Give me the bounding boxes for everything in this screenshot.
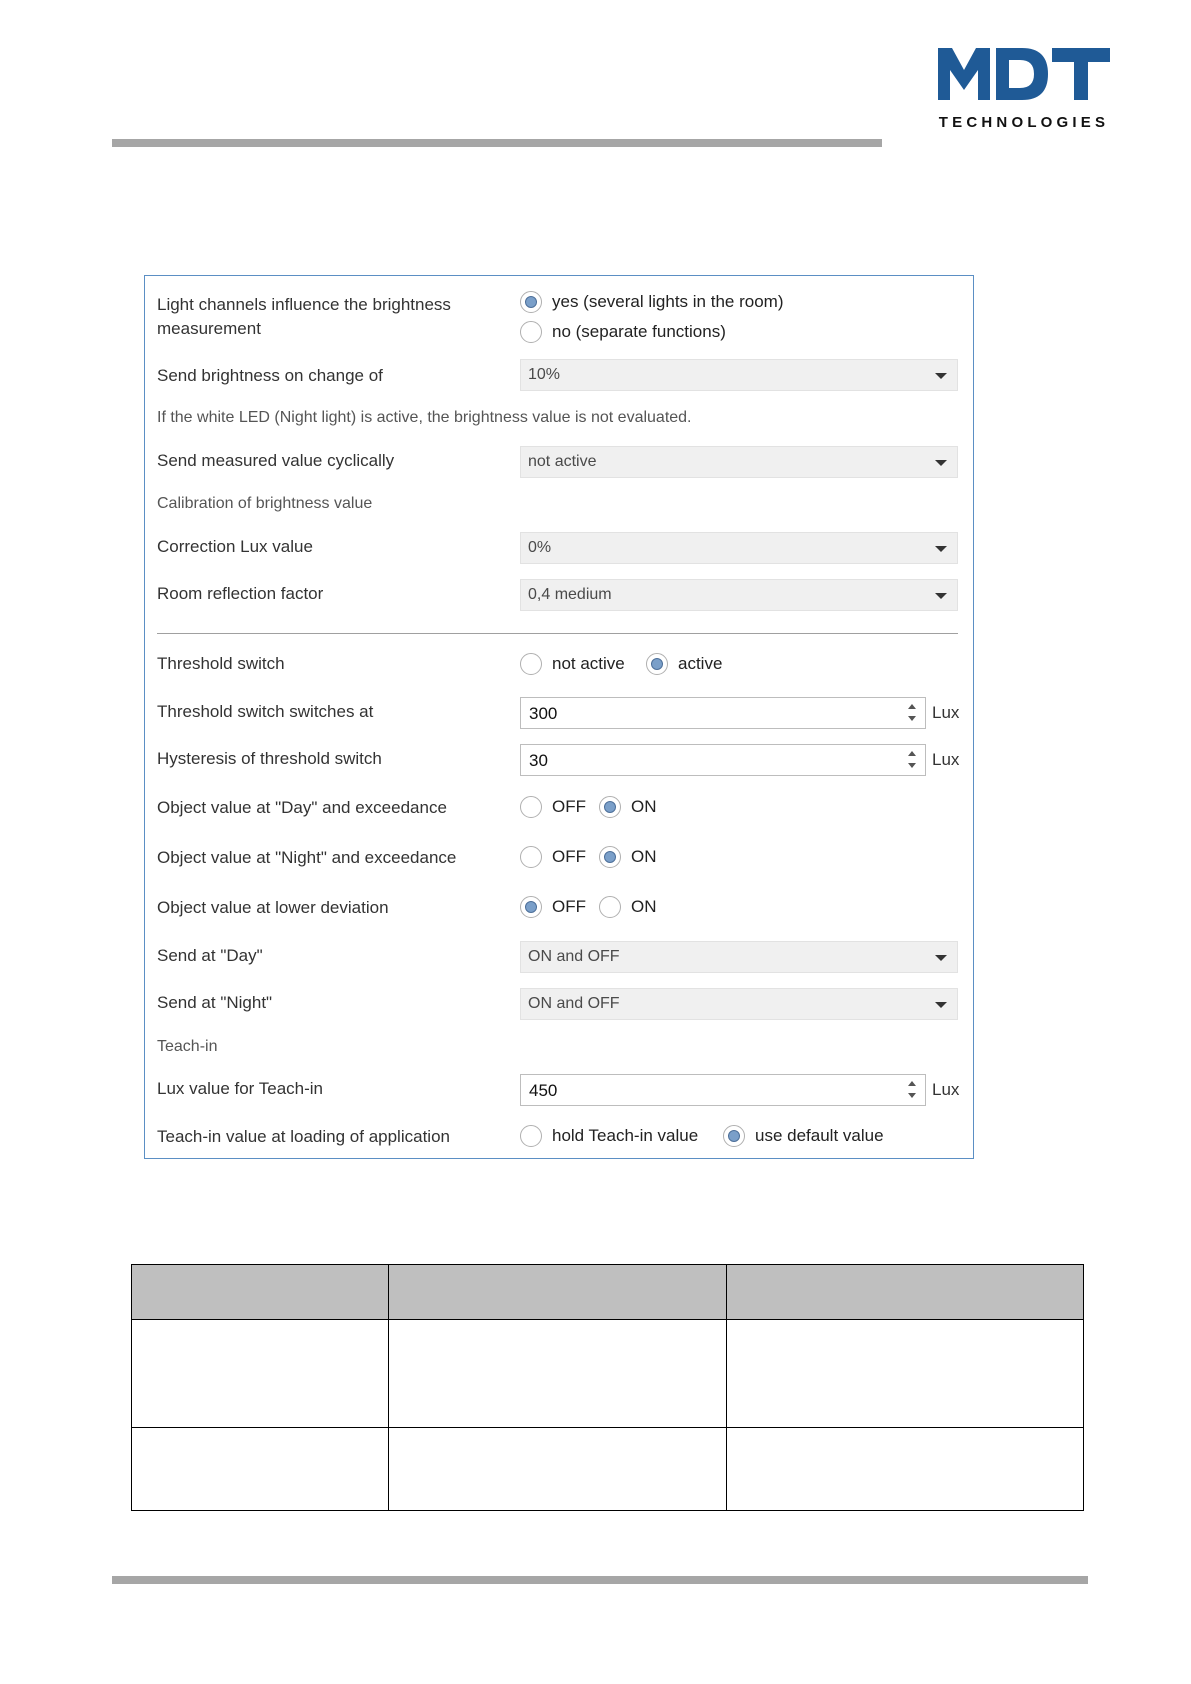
table-header-row	[132, 1265, 1084, 1320]
send-night-value: ON and OFF	[528, 995, 620, 1012]
header-rule	[112, 139, 882, 147]
lux-teachin-input[interactable]	[520, 1074, 926, 1106]
hysteresis-value: 30	[529, 751, 548, 770]
obj-day-on-label: ON	[631, 797, 657, 816]
table-row	[132, 1320, 1084, 1428]
threshold-at-value: 300	[529, 704, 558, 723]
obj-night-off-label: OFF	[552, 847, 586, 866]
obj-night-label: Object value at "Night" and exceedance	[157, 848, 457, 867]
send-day-dropdown[interactable]	[520, 941, 958, 973]
correction-lux-dropdown[interactable]	[520, 532, 958, 564]
lux-teachin-unit: Lux	[932, 1080, 960, 1099]
table-cell	[388, 1320, 727, 1428]
light-channels-yes-radio[interactable]	[520, 291, 542, 313]
table-header-cell	[727, 1265, 1084, 1320]
footer-rule	[112, 1576, 1088, 1584]
obj-day-off-radio[interactable]	[520, 796, 542, 818]
table-cell	[132, 1320, 389, 1428]
spin-down-icon[interactable]	[908, 1093, 916, 1098]
lux-teachin-value: 450	[529, 1081, 558, 1100]
threshold-not-active-label: not active	[552, 654, 625, 673]
threshold-not-active-radio[interactable]	[520, 653, 542, 675]
obj-day-label: Object value at "Day" and exceedance	[157, 798, 447, 817]
correction-lux-label: Correction Lux value	[157, 537, 313, 556]
table-header-cell	[388, 1265, 727, 1320]
spin-up-icon[interactable]	[908, 704, 916, 709]
send-cyclic-dropdown[interactable]	[520, 446, 958, 478]
logo-subtitle: TECHNOLOGIES	[938, 114, 1110, 131]
hysteresis-unit: Lux	[932, 750, 960, 769]
table-cell	[132, 1428, 389, 1511]
obj-lower-on-radio[interactable]	[599, 896, 621, 918]
teachin-default-label: use default value	[755, 1126, 884, 1145]
table-cell	[388, 1428, 727, 1511]
spin-down-icon[interactable]	[908, 763, 916, 768]
send-brightness-label: Send brightness on change of	[157, 366, 383, 385]
correction-lux-value: 0%	[528, 539, 552, 556]
send-day-value: ON and OFF	[528, 948, 620, 965]
mdt-logo-icon	[938, 46, 1110, 102]
threshold-active-radio[interactable]	[646, 653, 668, 675]
calibration-heading: Calibration of brightness value	[157, 495, 373, 512]
threshold-switch-label: Threshold switch	[157, 654, 285, 673]
chevron-down-icon	[935, 593, 947, 599]
obj-lower-off-radio[interactable]	[520, 896, 542, 918]
hysteresis-label: Hysteresis of threshold switch	[157, 749, 382, 768]
send-night-label: Send at "Night"	[157, 993, 273, 1012]
light-channels-label: Light channels influence the brightness measurement	[157, 295, 451, 338]
obj-day-off-label: OFF	[552, 797, 586, 816]
teachin-hold-radio[interactable]	[520, 1125, 542, 1147]
obj-day-on-radio[interactable]	[599, 796, 621, 818]
settings-panel	[144, 275, 974, 1159]
send-night-dropdown[interactable]	[520, 988, 958, 1020]
teachin-default-radio[interactable]	[723, 1125, 745, 1147]
send-cyclic-value: not active	[528, 453, 597, 470]
spin-down-icon[interactable]	[908, 716, 916, 721]
teachin-hold-label: hold Teach-in value	[552, 1126, 699, 1145]
obj-night-off-radio[interactable]	[520, 846, 542, 868]
send-brightness-dropdown[interactable]	[520, 359, 958, 391]
table-cell	[727, 1428, 1084, 1511]
threshold-at-input[interactable]	[520, 697, 926, 729]
room-reflection-label: Room reflection factor	[157, 584, 324, 603]
room-reflection-dropdown[interactable]	[520, 579, 958, 611]
spin-up-icon[interactable]	[908, 1081, 916, 1086]
teachin-loading-label: Teach-in value at loading of application	[157, 1127, 450, 1146]
light-channels-no-radio[interactable]	[520, 321, 542, 343]
threshold-active-label: active	[678, 654, 723, 673]
mdt-logo	[938, 46, 1110, 136]
send-day-label: Send at "Day"	[157, 946, 263, 965]
chevron-down-icon	[935, 1002, 947, 1008]
white-led-info: If the white LED (Night light) is active, the brightness value is not evaluated.	[157, 409, 692, 426]
chevron-down-icon	[935, 546, 947, 552]
chevron-down-icon	[935, 460, 947, 466]
room-reflection-value: 0,4 medium	[528, 586, 612, 603]
teachin-heading: Teach-in	[157, 1038, 218, 1055]
obj-lower-off-label: OFF	[552, 897, 586, 916]
table-cell	[727, 1320, 1084, 1428]
lux-teachin-label: Lux value for Teach-in	[157, 1079, 324, 1098]
chevron-down-icon	[935, 373, 947, 379]
threshold-at-unit: Lux	[932, 703, 960, 722]
obj-lower-label: Object value at lower deviation	[157, 898, 389, 917]
light-channels-yes-label: yes (several lights in the room)	[552, 292, 784, 311]
obj-night-on-radio[interactable]	[599, 846, 621, 868]
obj-lower-on-label: ON	[631, 897, 657, 916]
spin-up-icon[interactable]	[908, 751, 916, 756]
hysteresis-input[interactable]	[520, 744, 926, 776]
table-header-cell	[132, 1265, 389, 1320]
chevron-down-icon	[935, 955, 947, 961]
section-divider	[157, 633, 958, 634]
table-row	[132, 1428, 1084, 1511]
send-brightness-value: 10%	[528, 366, 561, 383]
obj-night-on-label: ON	[631, 847, 657, 866]
parameter-table	[131, 1264, 1084, 1511]
light-channels-no-label: no (separate functions)	[552, 322, 726, 341]
threshold-at-label: Threshold switch switches at	[157, 702, 374, 721]
send-cyclic-label: Send measured value cyclically	[157, 451, 395, 470]
